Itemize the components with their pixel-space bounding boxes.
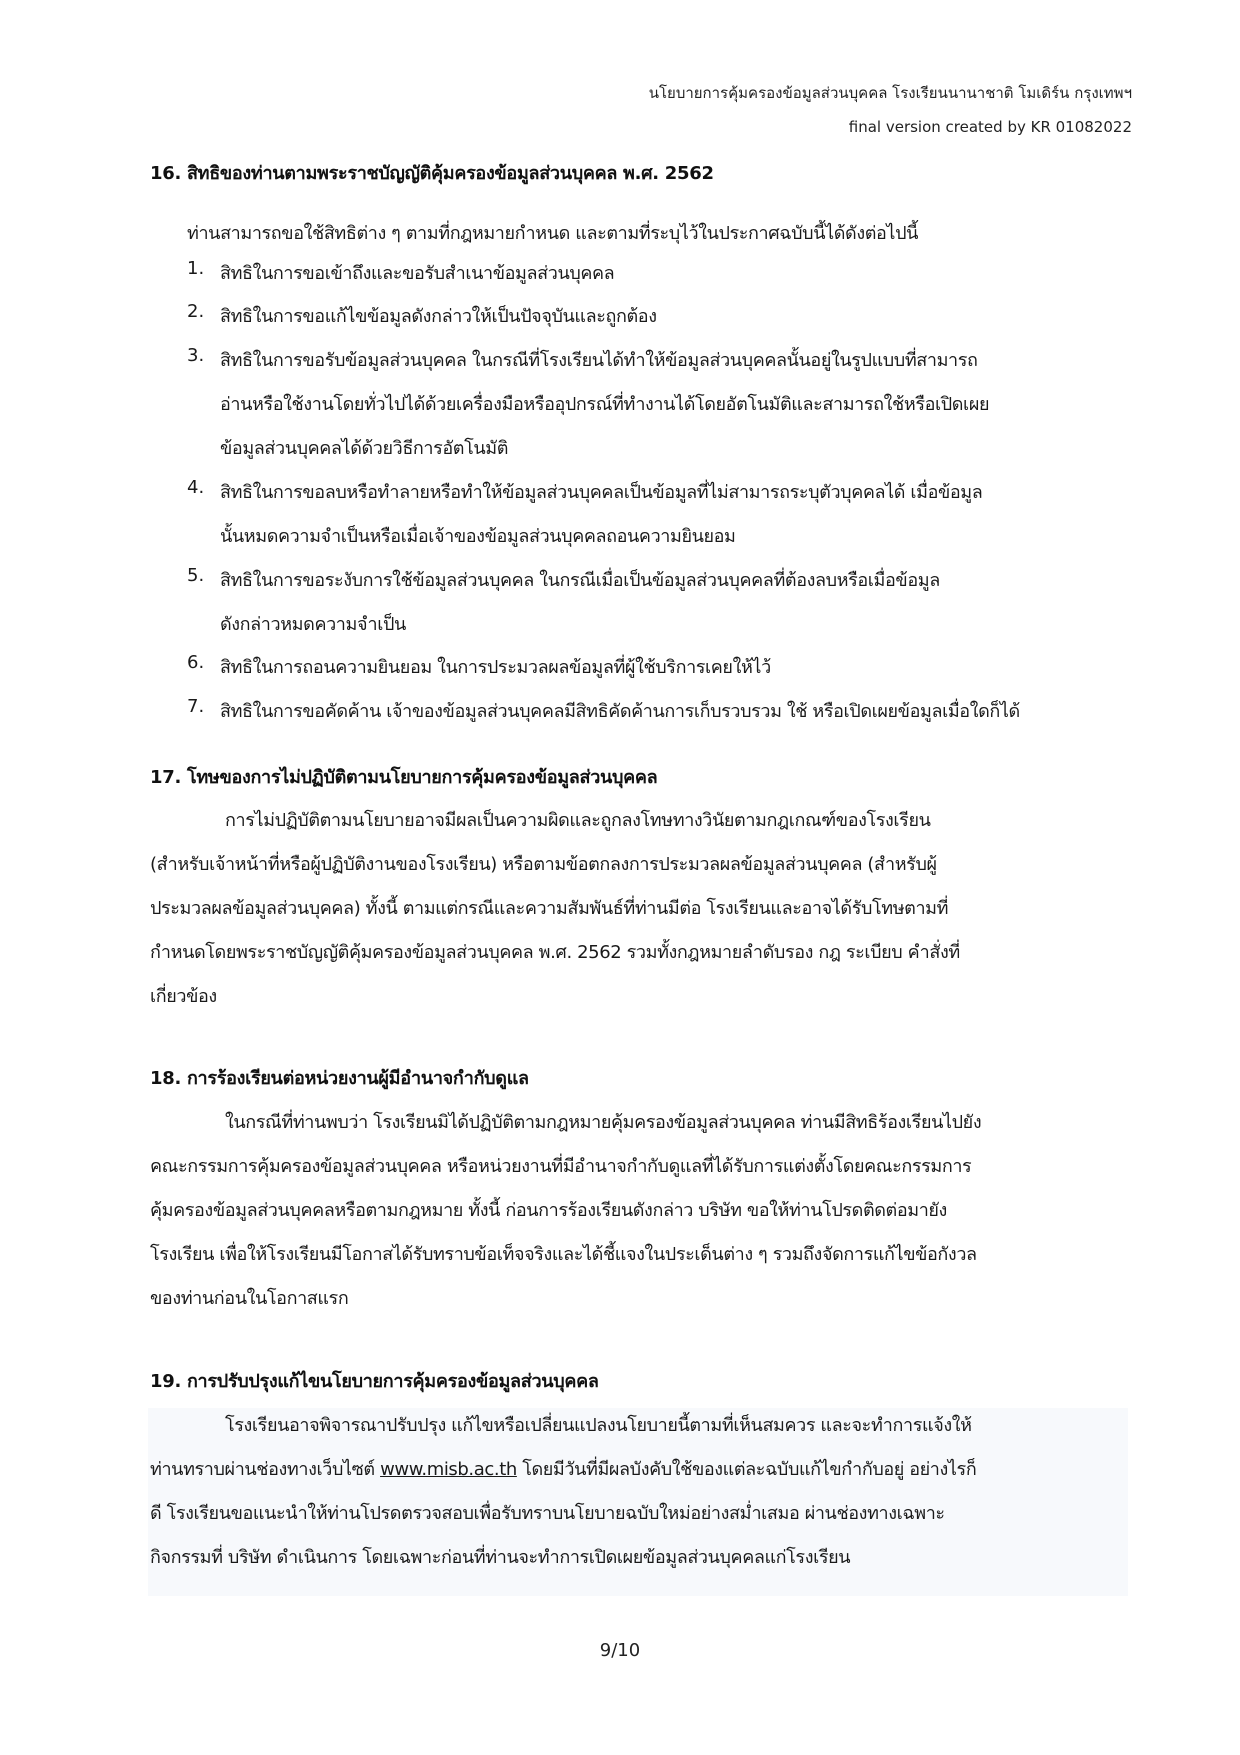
list-item-portability: สิทธิในการขอรับข้อมูลส่วนบุคคล ในกรณีที่โรงเรียนได้ทำให้ข้อมูลส่วนบุคคลนั้นอยู่ในรูปแบบที่สามารถ xyxy=(220,350,978,371)
document-title: นโยบายการคุ้มครองข้อมูลส่วนบุคคล โรงเรียนนานาชาติ โมเดิร์น กรุงเทพฯ xyxy=(648,84,1132,102)
section-18-paragraph: ของท่านก่อนในโอกาสแรก xyxy=(150,1288,349,1309)
page-header xyxy=(649,76,1132,144)
section-18-paragraph: ในกรณีที่ท่านพบว่า โรงเรียนมิได้ปฏิบัติตามกฎหมายคุ้มครองข้อมูลส่วนบุคคล ท่านมีสิทธิร้องเรียนไปยัง xyxy=(225,1112,982,1133)
section-19-paragraph: ดี โรงเรียนขอแนะนำให้ท่านโปรดตรวจสอบเพื่อรับทราบนโยบายฉบับใหม่อย่างสม่ำเสมอ ผ่านช่องทางเฉพาะ xyxy=(150,1503,945,1524)
list-item-erasure: สิทธิในการขอลบหรือทำลายหรือทำให้ข้อมูลส่วนบุคคลเป็นข้อมูลที่ไม่สามารถระบุตัวบุคคลได้ เมื่อข้อมูล xyxy=(220,482,983,503)
section-17-paragraph: เกี่ยวข้อง xyxy=(150,986,217,1007)
section-17-heading: 17. โทษของการไม่ปฏิบัติตามนโยบายการคุ้มครองข้อมูลส่วนบุคคล xyxy=(150,767,658,788)
section-19-paragraph: โรงเรียนอาจพิจารณาปรับปรุง แก้ไขหรือเปลี่ยนแปลงนโยบายนี้ตามที่เห็นสมควร และจะทำการแจ้งให้ xyxy=(225,1415,972,1436)
list-item-object: สิทธิในการขอคัดค้าน เจ้าของข้อมูลส่วนบุคคลมีสิทธิคัดค้านการเก็บรวบรวม ใช้ หรือเปิดเผยข้อมูลเมื่อใดก็ได้ xyxy=(220,701,1020,722)
section-19-paragraph xyxy=(150,1454,976,1483)
section-17-paragraph: การไม่ปฏิบัติตามนโยบายอาจมีผลเป็นความผิดและถูกลงโทษทางวินัยตามกฎเกณฑ์ของโรงเรียน xyxy=(225,810,931,831)
list-number: 7. xyxy=(187,696,205,717)
section-17-paragraph: (สำหรับเจ้าหน้าที่หรือผู้ปฏิบัติงานของโรงเรียน) หรือตามข้อตกลงการประมวลผลข้อมูลส่วนบุคคล (สำหรับผู้ xyxy=(150,854,937,875)
list-number: 6. xyxy=(187,652,205,673)
section-18-paragraph: โรงเรียน เพื่อให้โรงเรียนมีโอกาสได้รับทราบข้อเท็จจริงและได้ชี้แจงในประเด็นต่าง ๆ รวมถึงจัดการแก้ไขข้อกังวล xyxy=(150,1244,977,1265)
list-item-rectify: สิทธิในการขอแก้ไขข้อมูลดังกล่าวให้เป็นปัจจุบันและถูกต้อง xyxy=(220,306,657,327)
section-17-paragraph: ประมวลผลข้อมูลส่วนบุคคล) ทั้งนี้ ตามแต่กรณีและความสัมพันธ์ที่ท่านมีต่อ โรงเรียนและอาจได้รับโทษตามที่ xyxy=(150,898,949,919)
list-item-erasure-cont: นั้นหมดความจำเป็นหรือเมื่อเจ้าของข้อมูลส่วนบุคคลถอนความยินยอม xyxy=(220,526,736,547)
section-19-paragraph: กิจกรรมที่ บริษัท ดำเนินการ โดยเฉพาะก่อนที่ท่านจะทำการเปิดเผยข้อมูลส่วนบุคคลแก่โรงเรียน xyxy=(150,1547,851,1568)
list-item-portability-cont: ข้อมูลส่วนบุคคลได้ด้วยวิธีการอัตโนมัติ xyxy=(220,438,509,459)
text-span: โดยมีวันที่มีผลบังคับใช้ของแต่ละฉบับแก้ไขกำกับอยู่ อย่างไรก็ xyxy=(516,1459,977,1480)
section-18-paragraph: คุ้มครองข้อมูลส่วนบุคคลหรือตามกฎหมาย ทั้งนี้ ก่อนการร้องเรียนดังกล่าว บริษัท ขอให้ท่านโปรดติดต่อมายัง xyxy=(150,1200,947,1221)
text-span: ท่านทราบผ่านช่องทางเว็บไซต์ xyxy=(150,1459,381,1480)
section-16-intro: ท่านสามารถขอใช้สิทธิต่าง ๆ ตามที่กฎหมายกำหนด และตามที่ระบุไว้ในประกาศฉบับนี้ได้ดังต่อไปนี้ xyxy=(187,223,919,244)
list-item-restriction-cont: ดังกล่าวหมดความจำเป็น xyxy=(220,614,406,635)
page-number: 9/10 xyxy=(599,1640,641,1661)
section-16-heading: 16. สิทธิของท่านตามพระราชบัญญัติคุ้มครองข้อมูลส่วนบุคคล พ.ศ. 2562 xyxy=(150,163,714,184)
list-item-access: สิทธิในการขอเข้าถึงและขอรับสำเนาข้อมูลส่วนบุคคล xyxy=(220,263,615,284)
list-number: 4. xyxy=(187,477,205,498)
list-number: 1. xyxy=(187,258,205,279)
version-note: final version created by KR 01082022 xyxy=(848,118,1132,136)
list-number: 5. xyxy=(187,565,205,586)
section-19-heading: 19. การปรับปรุงแก้ไขนโยบายการคุ้มครองข้อมูลส่วนบุคคล xyxy=(150,1371,599,1392)
section-17-paragraph: กำหนดโดยพระราชบัญญัติคุ้มครองข้อมูลส่วนบุคคล พ.ศ. 2562 รวมทั้งกฎหมายลำดับรอง กฎ ระเบียบ คำสั่งที่ xyxy=(150,942,960,963)
list-item-restriction: สิทธิในการขอระงับการใช้ข้อมูลส่วนบุคคล ในกรณีเมื่อเป็นข้อมูลส่วนบุคคลที่ต้องลบหรือเมื่อข้อมูล xyxy=(220,570,940,591)
section-18-heading: 18. การร้องเรียนต่อหน่วยงานผู้มีอำนาจกำกับดูแล xyxy=(150,1068,529,1089)
list-item-portability-cont: อ่านหรือใช้งานโดยทั่วไปได้ด้วยเครื่องมือหรืออุปกรณ์ที่ทำงานได้โดยอัตโนมัติและสามารถใช้หรือเปิดเผย xyxy=(220,394,990,415)
list-number: 3. xyxy=(187,345,205,366)
section-18-paragraph: คณะกรรมการคุ้มครองข้อมูลส่วนบุคคล หรือหน่วยงานที่มีอำนาจกำกับดูแลที่ได้รับการแต่งตั้งโดยคณะกรรมการ xyxy=(150,1156,972,1177)
website-link[interactable]: www.misb.ac.th xyxy=(380,1459,517,1480)
list-number: 2. xyxy=(187,301,205,322)
list-item-withdraw-consent: สิทธิในการถอนความยินยอม ในการประมวลผลข้อมูลที่ผู้ใช้บริการเคยให้ไว้ xyxy=(220,657,771,678)
